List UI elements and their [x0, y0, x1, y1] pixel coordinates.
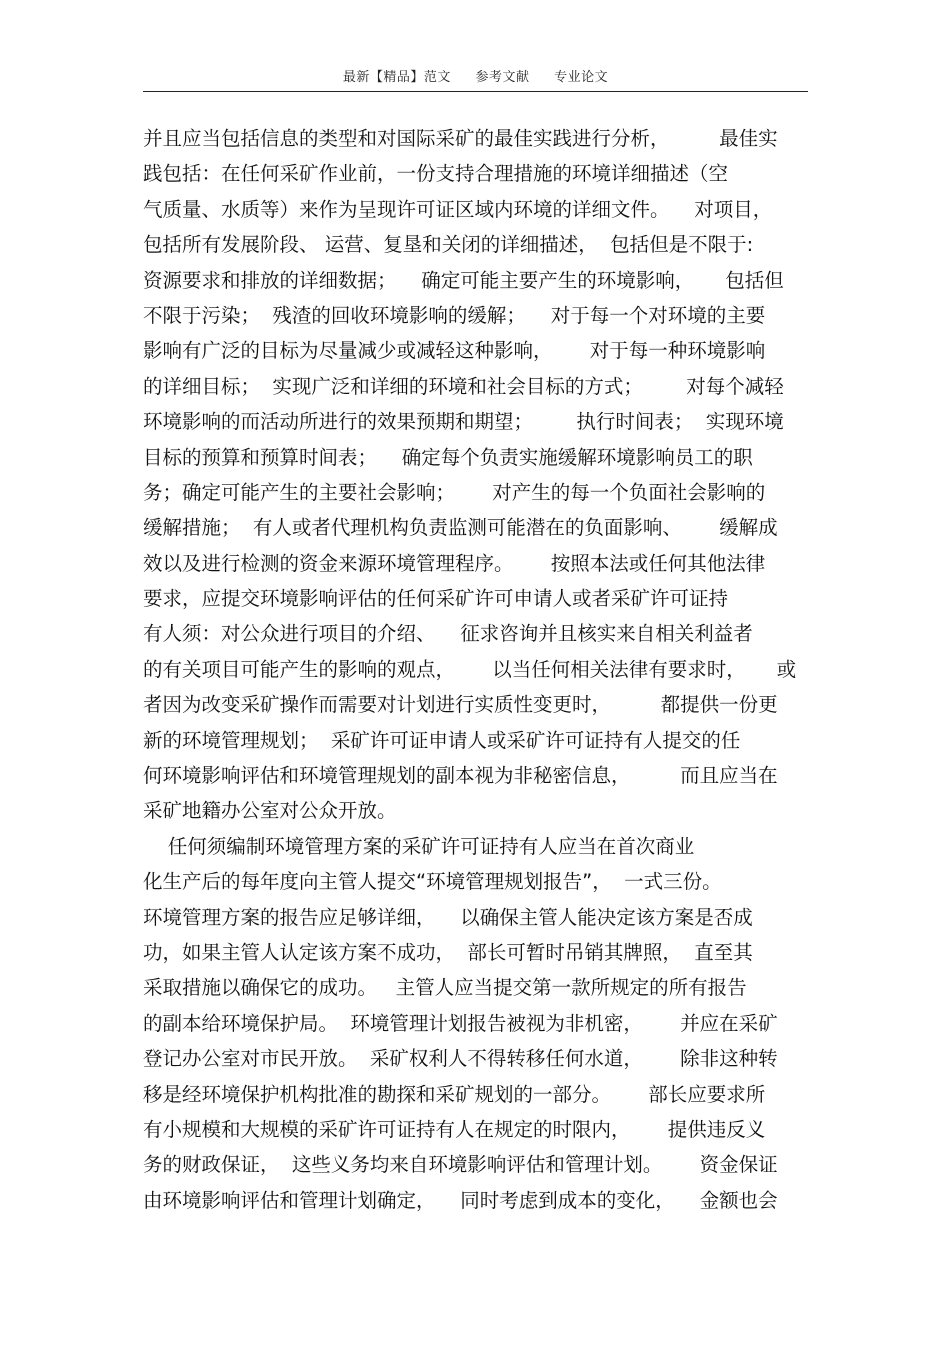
text-line: 环境影响的而活动所进行的效果预期和期望； 执行时间表； 实现环境	[143, 410, 784, 434]
text-line: 移是经环境保护机构批准的勘探和采矿规划的一部分。 部长应要求所	[143, 1082, 766, 1106]
text-line: 采矿地籍办公室对公众开放。	[143, 799, 397, 823]
text-line: 采取措施以确保它的成功。 主管人应当提交第一款所规定的所有报告	[143, 976, 747, 1000]
text-line: 环境管理方案的报告应足够详细， 以确保主管人能决定该方案是否成	[143, 905, 753, 929]
text-line: 气质量、水质等）来作为呈现许可证区域内环境的详细文件。 对项目，	[143, 197, 773, 221]
text-line: 的详细目标； 实现广泛和详细的环境和社会目标的方式； 对每个减轻	[143, 374, 784, 398]
text-line: 由环境影响评估和管理计划确定， 同时考虑到成本的变化， 金额也会	[143, 1188, 778, 1212]
text-line: 何环境影响评估和环境管理规划的副本视为非秘密信息， 而且应当在	[143, 764, 778, 788]
header-divider	[143, 91, 808, 92]
text-line: 资源要求和排放的详细数据； 确定可能主要产生的环境影响， 包括但	[143, 268, 784, 292]
text-line: 要求，应提交环境影响评估的任何采矿许可申请人或者采矿许可证持	[143, 587, 729, 611]
page-header	[143, 66, 808, 85]
text-line: 务的财政保证， 这些义务均来自环境影响评估和管理计划。 资金保证	[143, 1153, 778, 1177]
text-line: 并且应当包括信息的类型和对国际采矿的最佳实践进行分析， 最佳实	[143, 127, 778, 150]
header-item-model-essays: 最新【精品】范文	[342, 70, 451, 85]
text-line: 功，如果主管人认定该方案不成功， 部长可暂时吊销其牌照， 直至其	[143, 940, 753, 964]
text-line: 影响有广泛的目标为尽量减少或减轻这种影响， 对于每一种环境影响	[143, 339, 766, 363]
header-item-references: 参考文献	[475, 70, 530, 85]
text-line: 的副本给环境保护局。 环境管理计划报告被视为非机密， 并应在采矿	[143, 1011, 778, 1035]
text-line: 新的环境管理规划； 采矿许可证申请人或采矿许可证持有人提交的任	[143, 728, 741, 752]
text-line: 者因为改变采矿操作而需要对计划进行实质性变更时， 都提供一份更	[143, 693, 778, 717]
text-line: 有人须：对公众进行项目的介绍、 征求咨询并且核实来自相关利益者	[143, 622, 753, 646]
text-line: 任何须编制环境管理方案的采矿许可证持有人应当在首次商业	[143, 834, 695, 858]
text-line: 化生产后的每年度向主管人提交“环境管理规划报告”， 一式三份。	[143, 870, 722, 894]
text-line: 的有关项目可能产生的影响的观点， 以当任何相关法律有要求时， 或	[143, 657, 797, 681]
header-item-papers: 专业论文	[554, 70, 609, 85]
document-body	[143, 121, 808, 1218]
text-line: 务；确定可能产生的主要社会影响； 对产生的每一个负面社会影响的	[143, 480, 766, 504]
text-line: 不限于污染； 残渣的回收环境影响的缓解； 对于每一个对环境的主要	[143, 303, 766, 327]
text-line: 践包括：在任何采矿作业前，一份支持合理措施的环境详细描述（空	[143, 162, 729, 186]
text-line: 缓解措施； 有人或者代理机构负责监测可能潜在的负面影响、 缓解成	[143, 516, 778, 540]
text-line: 效以及进行检测的资金来源环境管理程序。 按照本法或任何其他法律	[143, 551, 766, 575]
text-line: 有小规模和大规模的采矿许可证持有人在规定的时限内， 提供违反义	[143, 1117, 766, 1141]
text-line: 包括所有发展阶段、 运营、复垦和关闭的详细描述， 包括但是不限于:	[143, 233, 754, 257]
text-line: 目标的预算和预算时间表； 确定每个负责实施缓解环境影响员工的职	[143, 445, 753, 469]
text-line: 登记办公室对市民开放。 采矿权利人不得转移任何水道， 除非这种转	[143, 1047, 778, 1071]
